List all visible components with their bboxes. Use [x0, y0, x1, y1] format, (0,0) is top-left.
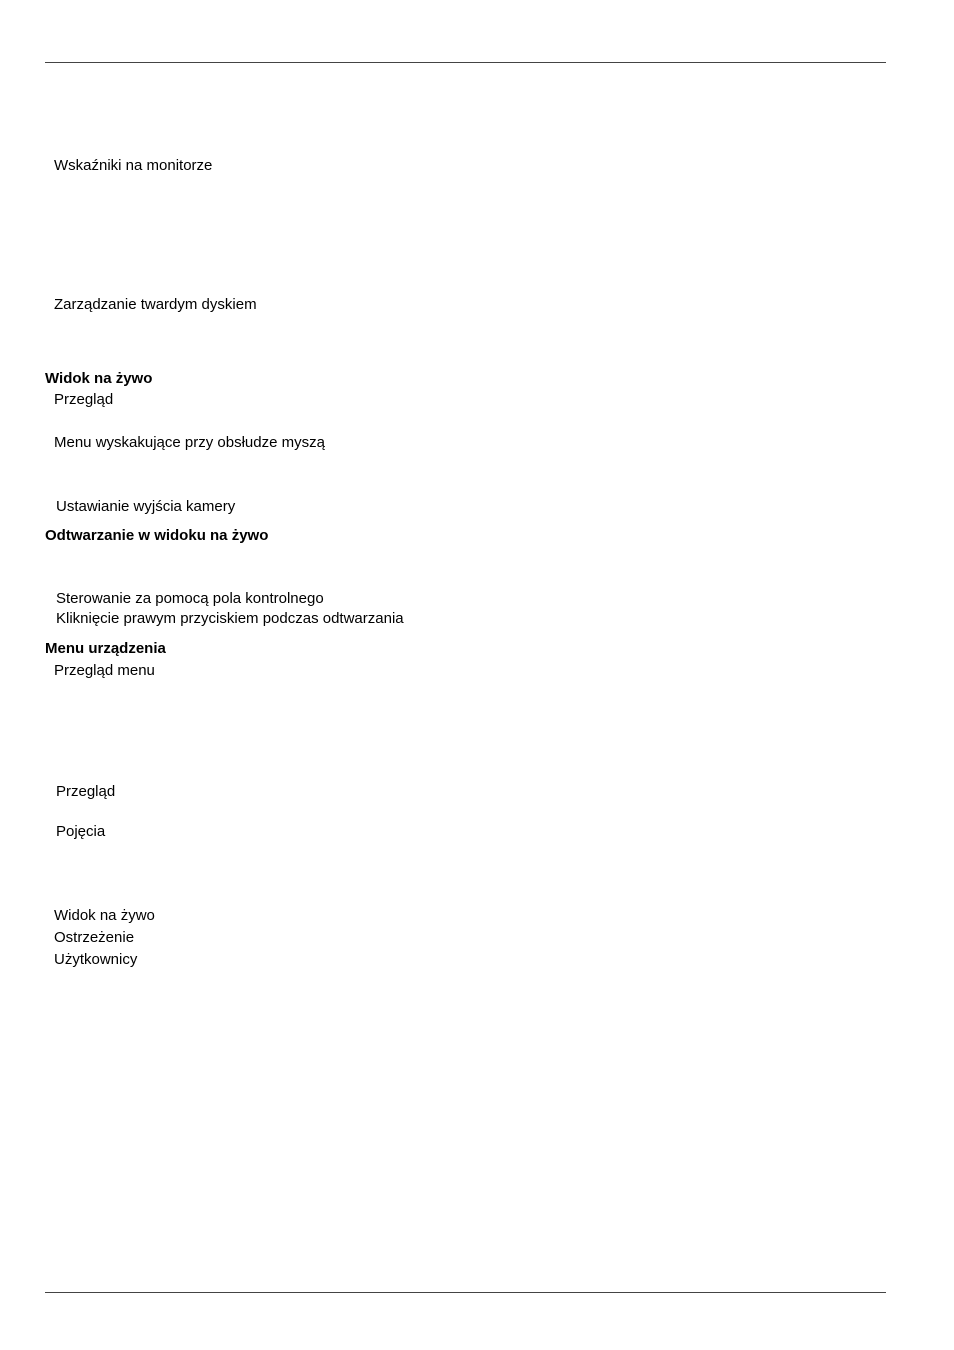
toc-entry-right-click-playback[interactable]: Kliknięcie prawym przyciskiem podczas odtwarzania: [56, 610, 404, 627]
toc-entry-hdd-management[interactable]: Zarządzanie twardym dyskiem: [54, 296, 257, 313]
footer-rule: [45, 1292, 886, 1293]
toc-entry-monitor-indicators[interactable]: Wskaźniki na monitorze: [54, 157, 213, 174]
toc-entry-concepts[interactable]: Pojęcia: [56, 823, 106, 840]
toc-entry-users[interactable]: Użytkownicy: [54, 951, 138, 968]
toc-section-live-playback[interactable]: Odtwarzanie w widoku na żywo: [45, 527, 269, 544]
toc-entry-menu-overview[interactable]: Przegląd menu: [54, 662, 155, 679]
toc-section-device-menu[interactable]: Menu urządzenia: [45, 640, 166, 657]
toc-entry-warning[interactable]: Ostrzeżenie: [54, 929, 135, 946]
toc-entry-overview-2[interactable]: Przegląd: [56, 783, 116, 800]
toc-entry-mouse-popup-menu[interactable]: Menu wyskakujące przy obsłudze myszą: [54, 434, 325, 451]
toc-entry-overview[interactable]: Przegląd: [54, 391, 114, 408]
toc-entry-control-panel[interactable]: Sterowanie za pomocą pola kontrolnego: [56, 590, 324, 607]
toc-section-live-view[interactable]: Widok na żywo: [45, 370, 153, 387]
toc-entry-camera-output-setup[interactable]: Ustawianie wyjścia kamery: [56, 498, 236, 515]
header-rule: [45, 62, 886, 63]
toc-entry-live-view[interactable]: Widok na żywo: [54, 907, 155, 924]
